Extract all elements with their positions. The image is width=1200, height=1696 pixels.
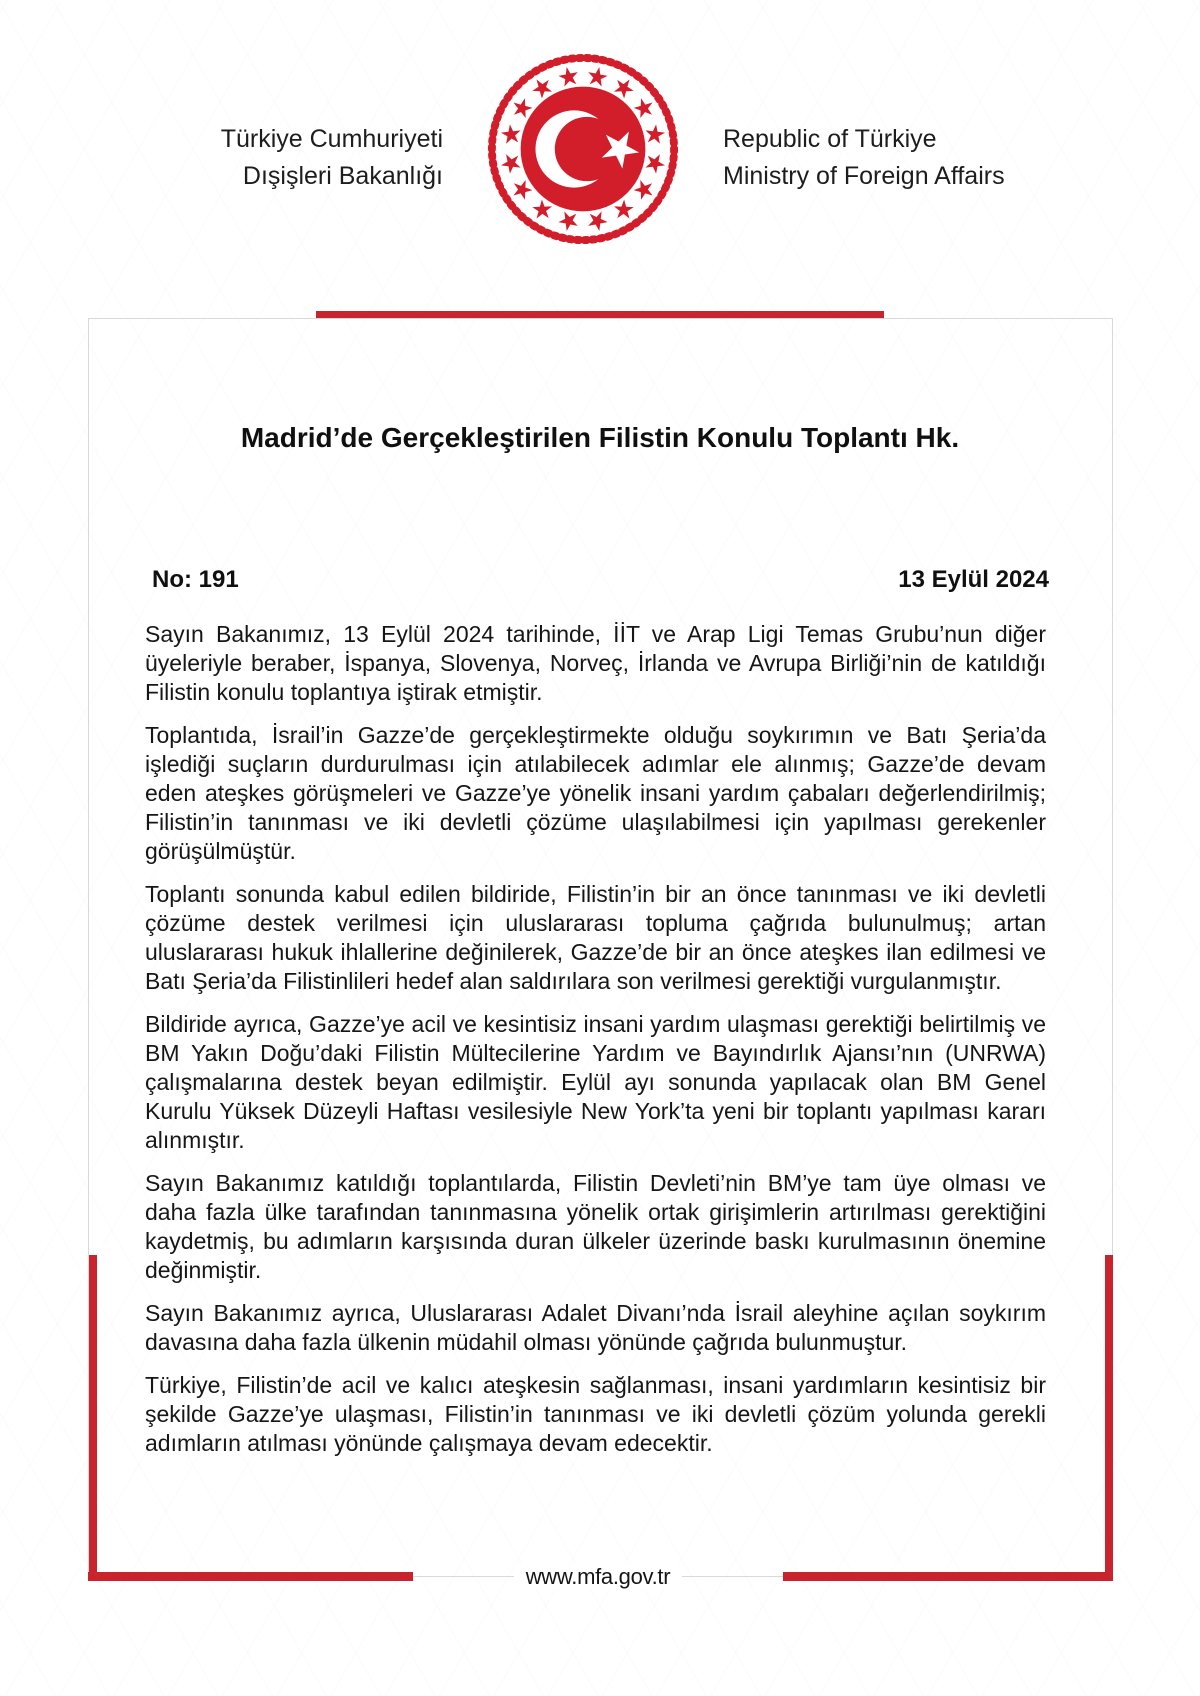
paragraph-7: Türkiye, Filistin’de acil ve kalıcı ateşkesin sağlanması, insani yardımların kesintisiz bir şekilde Gazze’ye ulaşması, Filistin’in tanınması ve iki devletli çözüm yolunda gerekli adımların atılması yönünde çalışmaya devam edecektir. <box>145 1372 1046 1456</box>
paragraph-6: Sayın Bakanımız ayrıca, Uluslararası Adalet Divanı’nda İsrail aleyhine açılan soykırım davasına daha fazla ülkenin müdahil olması yönünde çağrıda bulunmuştur. <box>145 1300 1046 1355</box>
ministry-name-english <box>723 121 1005 195</box>
footer-website-text: www.mfa.gov.tr <box>514 1564 683 1589</box>
document-date: 13 Eylül 2024 <box>898 566 1049 593</box>
document-meta-row <box>152 566 1049 594</box>
paragraph-4: Bildiride ayrıca, Gazze’ye acil ve kesintisiz insani yardım ulaşması gerektiği belirtilmiş ve BM Yakın Doğu’daki Filistin Mültecilerine Yardım ve Bayındırlık Ajansı’nın (UNRWA) çalışmalarına destek beyan edilmiştir. Eylül ayı sonunda yapılacak olan BM Genel Kurulu Yüksek Düzeyli Haftası vesilesiyle New York’ta yeni bir toplantı yapılması kararı alınmıştır. <box>145 1011 1046 1153</box>
red-accent-bar-bottom-right <box>783 1572 1113 1581</box>
ministry-emblem-logo <box>484 50 682 248</box>
red-accent-bar-bottom-left <box>88 1572 413 1581</box>
ministry-name-en-line2: Ministry of Foreign Affairs <box>723 162 1005 190</box>
paragraph-2: Toplantıda, İsrail’in Gazze’de gerçekleştirmekte olduğu soykırımın ve Batı Şeria’da işlediği suçların durdurulması için atılabilecek adımlar ele alınmış; Gazze’de devam eden ateşkes görüşmeleri ve Gazze’ye yönelik insani yardım çabaları değerlendirilmiş; Filistin’in tanınması ve iki devletli çözüme ulaşılabilmesi için yapılması gerekenler görüşülmüştür. <box>145 722 1046 864</box>
paragraph-3: Toplantı sonunda kabul edilen bildiride, Filistin’in bir an önce tanınması ve iki devletli çözüme destek verilmesi için uluslararası topluma çağrıda bulunulmuş; artan uluslararası hukuk ihlallerine değinilerek, Gazze’de bir an önce ateşkes ilan edilmesi ve Batı Şeria’da Filistinlileri hedef alan saldırılara son verilmesi gerektiği vurgulanmıştır. <box>145 881 1046 994</box>
red-accent-bar-right <box>1105 1255 1113 1581</box>
press-release-body <box>145 620 1046 1472</box>
ministry-name-turkish <box>221 121 443 195</box>
page-title: Madrid’de Gerçekleştirilen Filistin Konulu Toplantı Hk. <box>240 422 960 453</box>
red-accent-bar-left <box>89 1255 97 1581</box>
paragraph-1: Sayın Bakanımız, 13 Eylül 2024 tarihinde, İİT ve Arap Ligi Temas Grubu’nun diğer üyeleriyle beraber, İspanya, Slovenya, Norveç, İrlanda ve Avrupa Birliği’nin de katıldığı Filistin konulu toplantıya iştirak etmiştir. <box>145 621 1046 705</box>
red-divider-rule <box>316 311 884 318</box>
ministry-name-tr-line2: Dışişleri Bakanlığı <box>242 162 443 190</box>
document-number: No: 191 <box>152 566 239 593</box>
ministry-name-tr-line1: Türkiye Cumhuriyeti <box>220 125 443 153</box>
ministry-name-en-line1: Republic of Türkiye <box>723 125 937 153</box>
paragraph-5: Sayın Bakanımız katıldığı toplantılarda, Filistin Devleti’nin BM’ye tam üye olması ve daha fazla ülke tarafından tanınmasına yönelik ortak girişimlerin artırılması gerektiğini kaydetmiş, bu adımların karşısında duran ülkeler üzerinde baskı kurulmasının önemine değinmiştir. <box>145 1170 1046 1283</box>
footer-website <box>413 1563 783 1591</box>
